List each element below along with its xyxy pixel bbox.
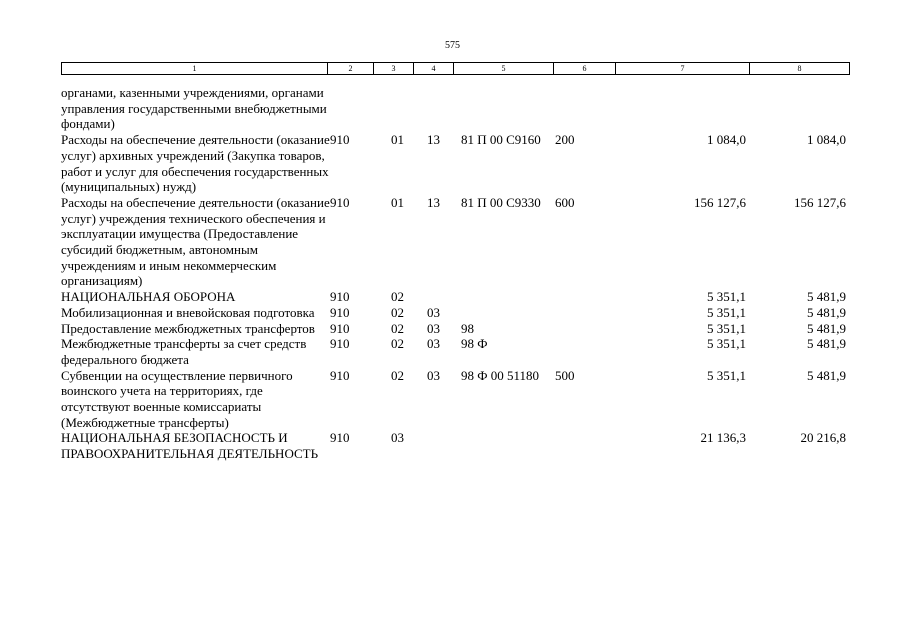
table-row	[61, 368, 849, 431]
column-header: 2	[328, 63, 374, 75]
table-row	[61, 289, 849, 305]
row-code-admin: 910	[330, 132, 350, 148]
row-name	[61, 305, 327, 321]
row-code-section	[373, 85, 413, 132]
row-code-section: 02	[391, 289, 404, 305]
column-header: 6	[554, 63, 616, 75]
row-code-expense-type: 600	[555, 194, 575, 210]
row-name-text: Межбюджетные трансферты за счет средств федерального бюджета	[61, 336, 307, 367]
row-amount-year1: 5 351,1	[707, 320, 746, 336]
row-name	[61, 368, 327, 431]
row-code-section: 01	[391, 132, 404, 148]
row-code-admin: 910	[330, 430, 350, 446]
row-code-section: 02	[391, 367, 404, 383]
table-row	[61, 336, 849, 367]
row-code-section: 02	[391, 304, 404, 320]
budget-table	[61, 85, 849, 462]
row-name-text: Расходы на обеспечение деятельности (оказание услуг) учреждения технического обеспечения и эксплуатации имущества (Предоставление субсидий бюджетным, автономным учреждениям и иным некоммерческим организациям)	[61, 194, 330, 289]
row-code-expense-type	[553, 289, 615, 305]
row-name-text: органами, казенными учреждениями, органами управления государственными внебюджетными фондами)	[61, 85, 327, 132]
row-code-section: 03	[391, 430, 404, 446]
row-name	[61, 194, 330, 289]
row-code-expense-type	[553, 430, 615, 461]
row-name-text: НАЦИОНАЛЬНАЯ ОБОРОНА	[61, 289, 236, 305]
row-name-text: Субвенции на осуществление первичного воинского учета на территориях, где отсутствуют военные комиссариаты (Межбюджетные трансферты)	[61, 367, 293, 430]
table-row	[61, 85, 849, 132]
column-header: 3	[374, 63, 414, 75]
row-name-text: НАЦИОНАЛЬНАЯ БЕЗОПАСНОСТЬ И ПРАВООХРАНИТЕЛЬНАЯ ДЕЯТЕЛЬНОСТЬ	[61, 430, 319, 462]
column-header: 8	[750, 63, 850, 75]
row-code-subsection: 03	[427, 367, 440, 383]
row-name	[61, 85, 327, 132]
row-name-text: Расходы на обеспечение деятельности (оказание услуг) архивных учреждений (Закупка товаров, работ и услуг для обеспечения государственных (муниципальных) нужд)	[61, 132, 330, 195]
row-code-admin: 910	[330, 194, 350, 210]
row-code-subsection: 03	[427, 336, 440, 352]
row-code-subsection	[413, 289, 453, 305]
row-code-article	[453, 305, 553, 321]
row-name	[61, 336, 327, 367]
row-code-admin: 910	[330, 304, 350, 320]
row-name-text: Мобилизационная и вневойсковая подготовка	[61, 304, 315, 320]
row-amount-year1: 21 136,3	[700, 430, 746, 446]
row-amount-year1: 5 351,1	[707, 304, 746, 320]
row-code-subsection: 13	[427, 132, 440, 148]
row-code-subsection	[413, 430, 453, 461]
row-code-subsection	[413, 85, 453, 132]
row-amount-year2: 5 481,9	[807, 289, 846, 305]
row-code-subsection: 03	[427, 304, 440, 320]
row-code-expense-type: 500	[555, 367, 575, 383]
row-amount-year1: 156 127,6	[694, 194, 746, 210]
row-code-section: 02	[391, 336, 404, 352]
row-code-subsection: 03	[427, 320, 440, 336]
row-amount-year2	[749, 85, 849, 132]
row-amount-year2: 1 084,0	[807, 132, 846, 148]
row-code-admin: 910	[330, 289, 350, 305]
page-number: 575	[445, 40, 460, 51]
row-code-admin: 910	[330, 367, 350, 383]
row-code-expense-type	[553, 305, 615, 321]
column-header: 5	[454, 63, 554, 75]
row-name	[61, 430, 327, 461]
table-row	[61, 305, 849, 321]
row-amount-year1	[615, 85, 749, 132]
row-code-article	[453, 289, 553, 305]
row-name	[61, 289, 327, 305]
row-code-article: 98 Ф	[461, 336, 488, 352]
table-row	[61, 132, 849, 195]
row-code-admin	[327, 85, 373, 132]
column-header-row	[62, 63, 850, 75]
row-code-subsection: 13	[427, 194, 440, 210]
row-amount-year1: 5 351,1	[707, 289, 746, 305]
row-code-admin: 910	[330, 336, 350, 352]
row-code-article: 98 Ф 00 51180	[461, 367, 540, 383]
row-code-expense-type	[553, 336, 615, 367]
row-amount-year1: 1 084,0	[707, 132, 746, 148]
table-row	[61, 430, 849, 461]
row-amount-year2: 5 481,9	[807, 320, 846, 336]
column-header-table	[61, 62, 850, 75]
row-code-article: 81 П 00 С9160	[461, 132, 541, 148]
row-amount-year2: 5 481,9	[807, 304, 846, 320]
row-code-article: 98	[461, 320, 474, 336]
row-code-expense-type: 200	[555, 132, 575, 148]
row-code-section: 02	[391, 320, 404, 336]
row-name-text: Предоставление межбюджетных трансфертов	[61, 320, 315, 336]
row-code-expense-type	[553, 321, 615, 337]
row-name	[61, 321, 327, 337]
table-row	[61, 195, 849, 289]
row-amount-year2: 5 481,9	[807, 367, 846, 383]
row-code-expense-type	[553, 85, 615, 132]
column-header: 7	[616, 63, 750, 75]
column-header: 1	[62, 63, 328, 75]
row-code-section: 01	[391, 194, 404, 210]
table-row	[61, 321, 849, 337]
row-code-article	[453, 85, 553, 132]
row-code-article: 81 П 00 С9330	[461, 194, 541, 210]
row-amount-year1: 5 351,1	[707, 367, 746, 383]
row-amount-year1: 5 351,1	[707, 336, 746, 352]
row-code-admin: 910	[330, 320, 350, 336]
row-amount-year2: 156 127,6	[794, 194, 846, 210]
column-header: 4	[414, 63, 454, 75]
row-name	[61, 132, 330, 195]
row-amount-year2: 20 216,8	[800, 430, 846, 446]
row-code-article	[453, 430, 553, 461]
row-amount-year2: 5 481,9	[807, 336, 846, 352]
